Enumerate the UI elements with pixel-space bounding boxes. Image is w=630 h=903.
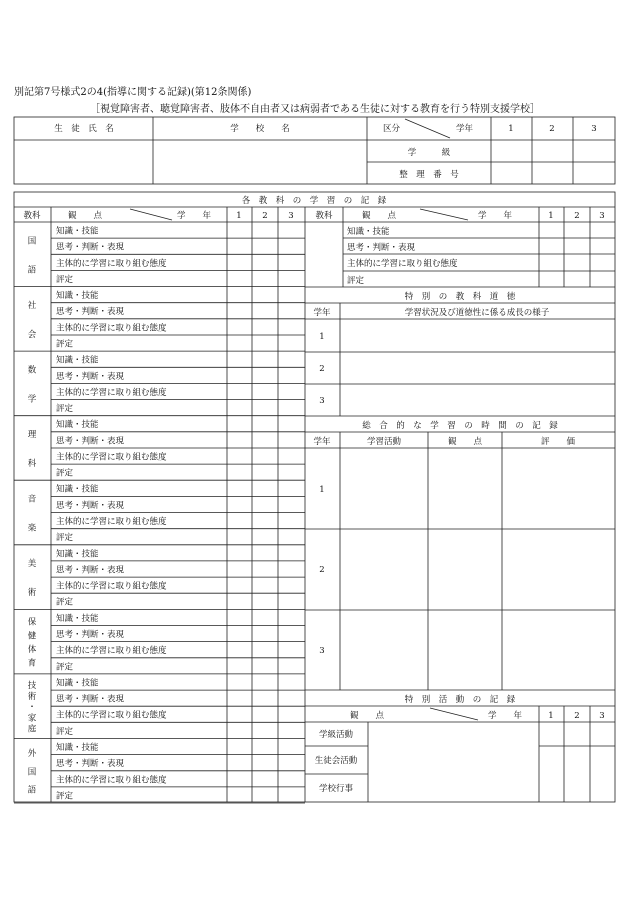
seiri-label: 整 理 番 号 [399, 170, 459, 180]
right-viewpoint-4: 評定 [347, 276, 365, 286]
form-subtitle: ［視覚障害者、聴覚障害者、肢体不自由者又は病弱者である生徒に対する教育を行う特別支援学校］ [90, 104, 540, 115]
viewpoint-label: 評定 [56, 726, 74, 737]
special-activity-3: 学校行事 [318, 784, 354, 794]
student-name-label: 生 徒 氏 名 [54, 124, 114, 134]
special-col-viewpoint: 観 点 [350, 711, 385, 721]
viewpoint-label: 評定 [56, 533, 74, 544]
subject-name-char: 音 [27, 494, 37, 505]
integrated-col-viewpoint: 観 点 [447, 437, 483, 447]
integrated-col-eval: 評 価 [540, 437, 576, 447]
header-grade-2: 2 [549, 124, 555, 134]
right-kokugo-block [305, 207, 615, 287]
viewpoint-label: 評定 [56, 339, 74, 350]
subject-name-char: 科 [27, 459, 37, 469]
subject-name-char: 社 [27, 300, 37, 311]
special-grade-3: 3 [599, 711, 605, 721]
right-viewpoint-3: 主体的に学習に取り組む態度 [347, 259, 458, 269]
special-section [305, 694, 615, 802]
integrated-grade-2: 2 [319, 565, 325, 575]
moral-section [305, 291, 615, 416]
integrated-col-grade: 学年 [313, 437, 331, 447]
integrated-col-activity: 学習活動 [366, 437, 402, 447]
viewpoint-label: 思考・判断・表現 [56, 371, 125, 382]
viewpoint-label: 知識・技能 [56, 549, 99, 560]
subject-name-char: 育 [27, 658, 37, 669]
viewpoint-label: 知識・技能 [56, 743, 99, 753]
moral-grade-2: 2 [319, 364, 325, 374]
viewpoint-label: 知識・技能 [56, 678, 99, 689]
subject-name-char: 庭 [27, 724, 37, 735]
moral-grade-3: 3 [319, 396, 325, 406]
subject-name-char: 健 [27, 631, 37, 642]
subject-name-char: 術 [27, 691, 37, 702]
subject-name-char: 国 [27, 767, 37, 778]
right-grade-3: 3 [599, 211, 605, 221]
viewpoint-label: 主体的に学習に取り組む態度 [56, 581, 167, 592]
viewpoint-label: 主体的に学習に取り組む態度 [56, 517, 167, 527]
subject-name-char: 保 [27, 617, 37, 628]
viewpoint-label: 評定 [56, 274, 74, 285]
subject-name-char: 学 [27, 394, 37, 405]
viewpoint-label: 知識・技能 [56, 355, 99, 366]
right-col-grade: 学 年 [478, 211, 513, 221]
subject-name-char: 会 [27, 329, 37, 340]
viewpoint-label: 主体的に学習に取り組む態度 [56, 775, 167, 786]
moral-col-grade: 学年 [313, 308, 331, 318]
moral-title: 特 別 の 教 科 道 徳 [404, 292, 516, 302]
right-viewpoint-2: 思考・判断・表現 [347, 243, 416, 253]
special-activity-1: 学級活動 [318, 730, 354, 740]
special-title: 特 別 活 動 の 記 録 [404, 695, 516, 705]
subject-name-char: 語 [27, 265, 37, 276]
kubun-label: 区分 [383, 124, 401, 134]
subjects-section-title: 各 教 科 の 学 習 の 記 録 [241, 196, 387, 206]
viewpoint-label: 思考・判断・表現 [56, 242, 125, 253]
subject-name-char: 技 [27, 680, 37, 691]
subj-grade-2: 2 [262, 211, 268, 221]
viewpoint-label: 主体的に学習に取り組む態度 [56, 323, 167, 334]
col-grade-label: 学 年 [177, 211, 212, 221]
special-col-grade: 学 年 [488, 711, 523, 721]
viewpoint-label: 思考・判断・表現 [56, 436, 125, 447]
subj-grade-3: 3 [288, 211, 294, 221]
integrated-grade-3: 3 [319, 646, 325, 656]
header-grade-3: 3 [591, 124, 597, 134]
subject-name-char: 数 [27, 365, 37, 376]
viewpoint-label: 評定 [56, 662, 74, 673]
subjects-grid [14, 207, 305, 803]
viewpoint-label: 評定 [56, 468, 74, 479]
viewpoint-label: 主体的に学習に取り組む態度 [56, 646, 167, 657]
subject-name-char: 語 [27, 785, 37, 796]
viewpoint-label: 知識・技能 [56, 613, 99, 624]
viewpoint-label: 思考・判断・表現 [56, 307, 125, 318]
right-col-subject: 教科 [315, 211, 333, 221]
moral-col-content: 学習状況及び道徳性に係る成長の様子 [404, 308, 550, 318]
subject-name-char: 家 [27, 713, 37, 724]
viewpoint-label: 評定 [56, 597, 74, 608]
class-label: 学 級 [407, 148, 451, 158]
viewpoint-label: 思考・判断・表現 [56, 759, 125, 770]
viewpoint-label: 主体的に学習に取り組む態度 [56, 710, 167, 721]
viewpoint-label: 評定 [56, 404, 74, 414]
special-activity-2: 生徒会活動 [314, 756, 358, 766]
viewpoint-label: 思考・判断・表現 [56, 565, 125, 576]
special-grade-1: 1 [548, 711, 554, 721]
right-col-viewpoint: 観 点 [362, 211, 397, 221]
viewpoint-label: 知識・技能 [56, 226, 99, 237]
viewpoint-label: 主体的に学習に取り組む態度 [56, 258, 167, 269]
subject-name-char: 外 [27, 749, 37, 760]
viewpoint-label: 知識・技能 [56, 484, 99, 495]
col-subject-label: 教科 [23, 211, 41, 221]
col-viewpoint-label: 観 点 [68, 211, 103, 221]
right-grade-1: 1 [548, 211, 554, 221]
subject-name-char: 楽 [27, 523, 37, 534]
subject-name-char: 術 [27, 588, 37, 599]
right-viewpoint-1: 知識・技能 [347, 227, 390, 237]
viewpoint-label: 主体的に学習に取り組む態度 [56, 387, 167, 398]
right-grade-2: 2 [574, 211, 580, 221]
school-name-label: 学 校 名 [230, 124, 290, 134]
viewpoint-label: 思考・判断・表現 [56, 630, 125, 640]
subject-name-char: 美 [27, 559, 37, 570]
viewpoint-label: 主体的に学習に取り組む態度 [56, 452, 167, 463]
special-grade-2: 2 [574, 711, 580, 721]
subject-name-char: 理 [27, 429, 37, 440]
viewpoint-label: 評定 [56, 791, 74, 802]
subj-grade-1: 1 [236, 211, 242, 221]
viewpoint-label: 思考・判断・表現 [56, 694, 125, 705]
viewpoint-label: 知識・技能 [56, 291, 99, 302]
subject-name-char: ・ [27, 702, 37, 713]
subject-name-char: 国 [27, 236, 37, 247]
integrated-section [305, 420, 615, 690]
viewpoint-label: 思考・判断・表現 [56, 500, 125, 511]
header-table [14, 117, 615, 184]
form-title: 別記第7号様式2の4(指導に関する記録)(第12条関係) [14, 87, 252, 98]
header-grade-1: 1 [508, 124, 514, 134]
integrated-grade-1: 1 [319, 485, 325, 495]
integrated-title: 総 合 的 な 学 習 の 時 間 の 記 録 [362, 421, 558, 431]
header-grade-label: 学年 [456, 124, 474, 134]
viewpoint-label: 知識・技能 [56, 420, 99, 431]
subject-name-char: 体 [27, 645, 37, 655]
moral-grade-1: 1 [319, 332, 325, 342]
